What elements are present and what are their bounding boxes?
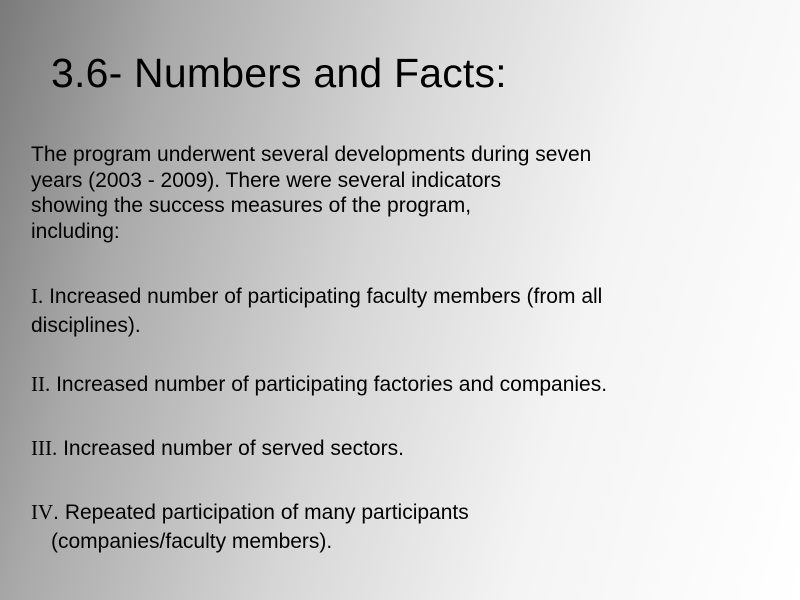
roman-numeral: IV <box>31 500 54 524</box>
list-item <box>31 434 781 463</box>
intro-line: The program underwent several developments during seven <box>31 143 592 166</box>
slide-title: 3.6- Numbers and Facts: <box>51 50 507 96</box>
list-item <box>31 370 781 399</box>
roman-numeral: III. <box>31 436 58 460</box>
intro-line: including: <box>31 219 120 243</box>
item-text: (companies/faculty members). <box>51 530 333 553</box>
item-text: Increased number of served sectors. <box>63 437 404 460</box>
item-text: Increased number of participating factories and companies. <box>56 373 608 396</box>
list-item <box>31 498 781 556</box>
roman-numeral: II. <box>31 372 51 396</box>
intro-line: showing the success measures of the program, <box>31 194 472 217</box>
item-text: Increased number of participating faculty members (from all <box>49 285 603 308</box>
roman-numeral: I. <box>31 284 44 308</box>
item-text: disciplines). <box>31 314 141 337</box>
list-item <box>31 282 781 340</box>
intro-line: years (2003 - 2009). There were several indicators <box>31 168 502 192</box>
item-text: . Repeated participation of many participants <box>53 501 469 524</box>
intro-paragraph <box>31 142 771 244</box>
